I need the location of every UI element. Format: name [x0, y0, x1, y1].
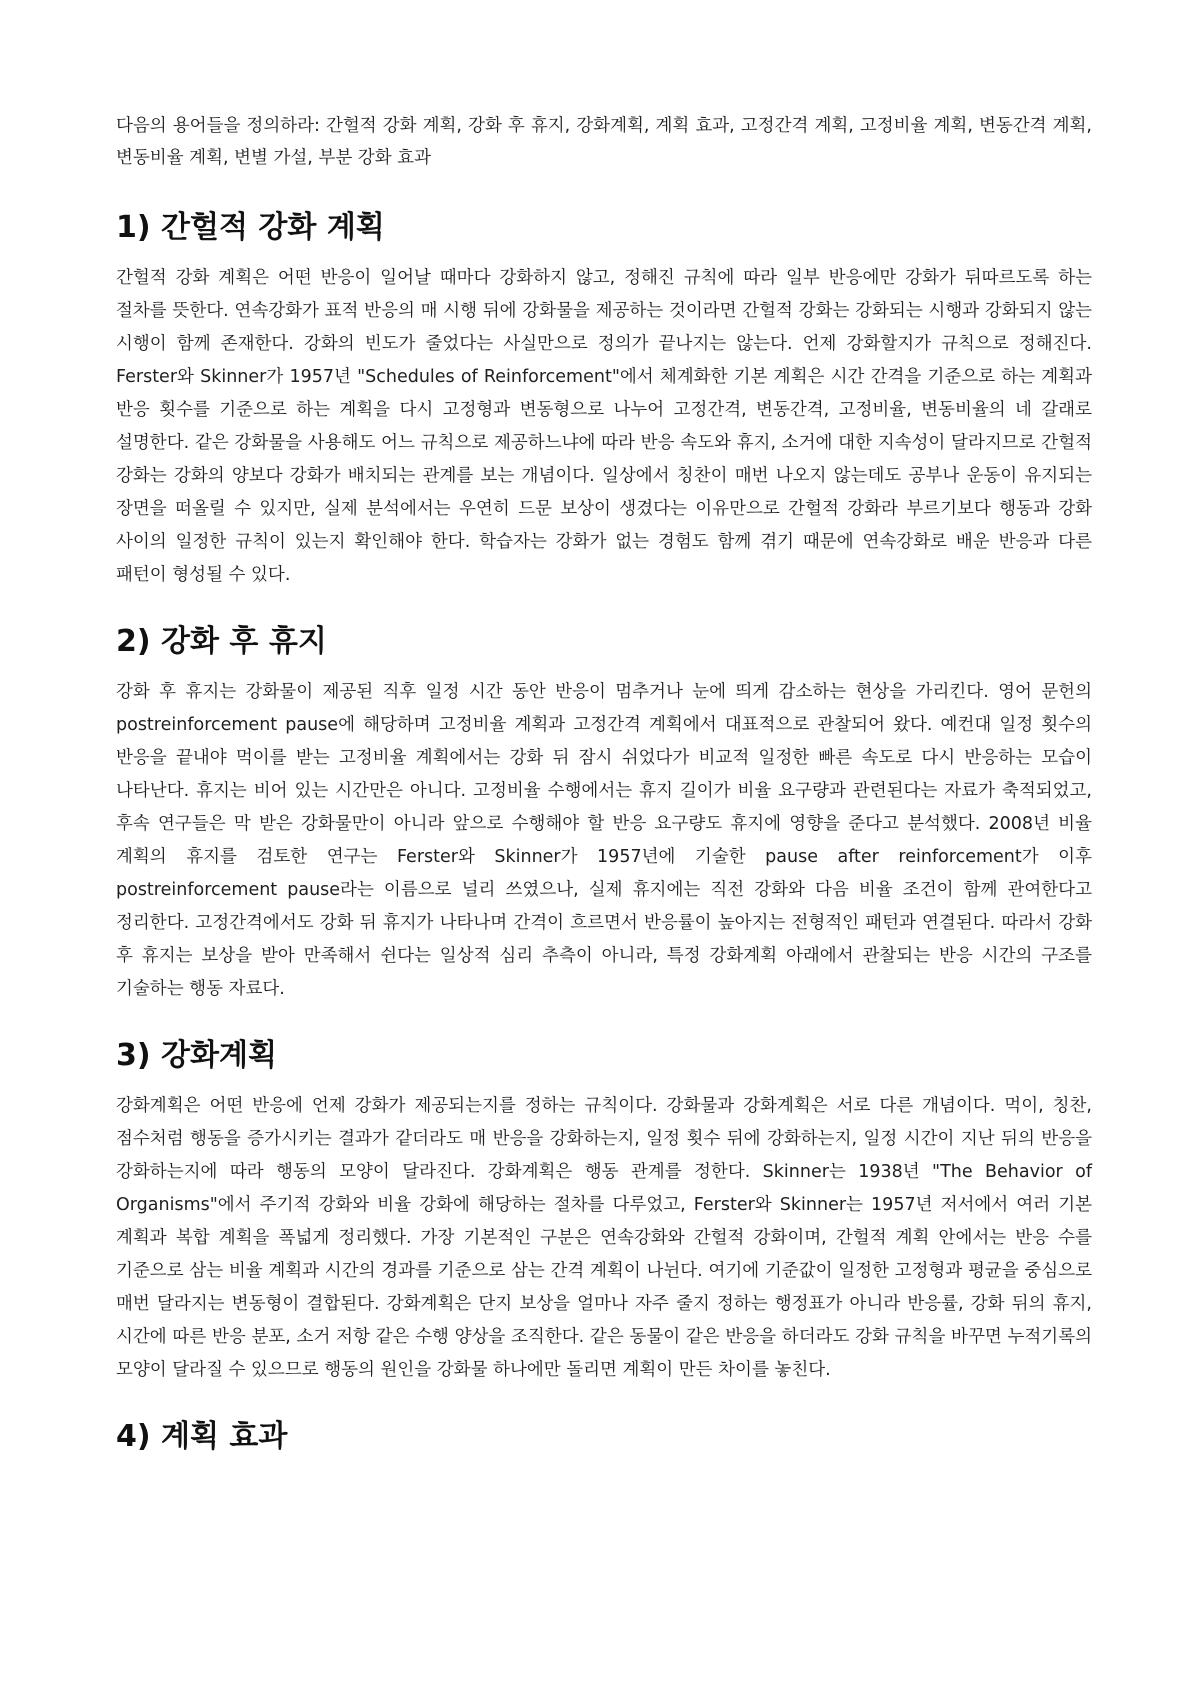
section-body: 강화계획은 어떤 반응에 언제 강화가 제공되는지를 정하는 규칙이다. 강화물과 강화계획은 서로 다른 개념이다. 먹이, 칭찬, 점수처럼 행동을 증가시키는 결과가 같더라도 매 반응을 강화하는지, 일정 횟수 뒤에 강화하는지, 일정 시간이 지난 뒤의 반응을 강화하는지에 따라 행동의 모양이 달라진다. 강화계획은 행동 관계를 정한다. Skinner는 1938년 "The Behavior of Organisms"에서 주기적 강화와 비율 강화에 해당하는 절차를 다루었고, Ferster와 Skinner는 1957년 저서에서 여러 기본 계획과 복합 계획을 폭넓게 정리했다. 가장 기본적인 구분은 연속강화와 간헐적 강화이며, 간헐적 계획 안에서는 반응 수를 기준으로 삼는 비율 계획과 시간의 경과를 기준으로 삼는 간격 계획이 나뉜다. 여기에 기준값이 일정한 고정형과 평균을 중심으로 매번 달라지는 변동형이 결합된다. 강화계획은 단지 보상을 얼마나 자주 줄지 정하는 행정표가 아니라 반응률, 강화 뒤의 휴지, 시간에 따른 반응 분포, 소거 저항 같은 수행 양상을 조직한다. 같은 동물이 같은 반응을 하더라도 강화 규칙을 바꾸면 누적기록의 모양이 달라질 수 있으므로 행동의 원인을 강화물 하나에만 돌리면 계획이 만든 차이를 놓친다. [116, 1096, 1092, 1380]
section-intermittent-schedule [116, 208, 1092, 592]
section-heading: 4) 계획 효과 [116, 1419, 288, 1454]
section-heading: 1) 간헐적 강화 계획 [116, 210, 385, 245]
section-postreinforcement-pause [116, 622, 1092, 1006]
section-heading: 3) 강화계획 [116, 1038, 277, 1073]
document-page [116, 110, 1092, 1471]
section-body: 강화 후 휴지는 강화물이 제공된 직후 일정 시간 동안 반응이 멈추거나 눈에 띄게 감소하는 현상을 가리킨다. 영어 문헌의 postreinforcement pause에 해당하며 고정비율 계획과 고정간격 계획에서 대표적으로 관찰되어 왔다. 예컨대 일정 횟수의 반응을 끝내야 먹이를 받는 고정비율 계획에서는 강화 뒤 잠시 쉬었다가 비교적 일정한 빠른 속도로 다시 반응하는 모습이 나타난다. 휴지는 비어 있는 시간만은 아니다. 고정비율 수행에서는 휴지 길이가 비율 요구량과 관련된다는 자료가 축적되었고, 후속 연구들은 막 받은 강화물만이 아니라 앞으로 수행해야 할 반응 요구량도 휴지에 영향을 준다고 분석했다. 2008년 비율 계획의 휴지를 검토한 연구는 Ferster와 Skinner가 1957년에 기술한 pause after reinforcement가 이후 postreinforcement pause라는 이름으로 널리 쓰였으나, 실제 휴지에는 직전 강화와 다음 비율 조건이 함께 관여한다고 정리한다. 고정간격에서도 강화 뒤 휴지가 나타나며 간격이 흐르면서 반응률이 높아지는 전형적인 패턴과 연결된다. 따라서 강화 후 휴지는 보상을 받아 만족해서 쉰다는 일상적 심리 추측이 아니라, 특정 강화계획 아래에서 관찰되는 반응 시간의 구조를 기술하는 행동 자료다. [116, 682, 1092, 999]
section-heading: 2) 강화 후 휴지 [116, 624, 327, 659]
section-schedule-effect [116, 1417, 1092, 1457]
section-body: 간헐적 강화 계획은 어떤 반응이 일어날 때마다 강화하지 않고, 정해진 규칙에 따라 일부 반응에만 강화가 뒤따르도록 하는 절차를 뜻한다. 연속강화가 표적 반응의 매 시행 뒤에 강화물을 제공하는 것이라면 간헐적 강화는 강화되는 시행과 강화되지 않는 시행이 함께 존재한다. 강화의 빈도가 줄었다는 사실만으로 정의가 끝나지는 않는다. 언제 강화할지가 규칙으로 정해진다. Ferster와 Skinner가 1957년 "Schedules of Reinforcement"에서 체계화한 기본 계획은 시간 간격을 기준으로 하는 계획과 반응 횟수를 기준으로 하는 계획을 다시 고정형과 변동형으로 나누어 고정간격, 변동간격, 고정비율, 변동비율의 네 갈래로 설명한다. 같은 강화물을 사용해도 어느 규칙으로 제공하느냐에 따라 반응 속도와 휴지, 소거에 대한 지속성이 달라지므로 간헐적 강화는 강화의 양보다 강화가 배치되는 관계를 보는 개념이다. 일상에서 칭찬이 매번 나오지 않는데도 공부나 운동이 유지되는 장면을 떠올릴 수 있지만, 실제 분석에서는 우연히 드문 보상이 생겼다는 이유만으로 간헐적 강화라 부르기보다 행동과 강화 사이의 일정한 규칙이 있는지 확인해야 한다. 학습자는 강화가 없는 경험도 함께 겪기 때문에 연속강화로 배운 반응과 다른 패턴이 형성될 수 있다. [116, 268, 1092, 585]
section-reinforcement-schedule [116, 1036, 1092, 1387]
intro-prompt: 다음의 용어들을 정의하라: 간헐적 강화 계획, 강화 후 휴지, 강화계획, 계획 효과, 고정간격 계획, 고정비율 계획, 변동간격 계획, 변동비율 계획, 변별 가설, 부분 강화 효과 [116, 116, 1092, 168]
